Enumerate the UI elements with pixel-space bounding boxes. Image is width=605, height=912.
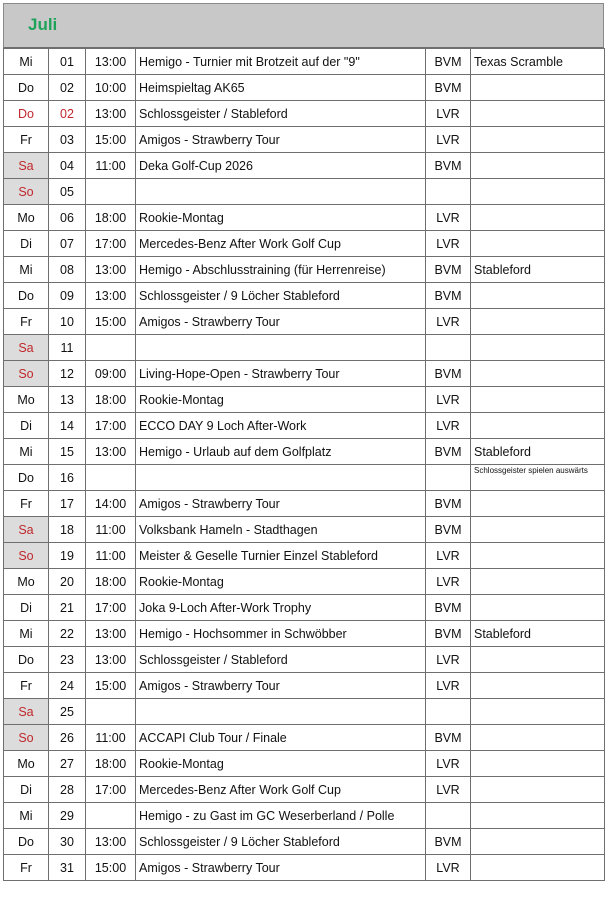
table-row [4,491,605,517]
date-cell: 05 [49,179,86,205]
club-cell: LVR [426,543,471,569]
time-cell: 13:00 [86,829,136,855]
table-row [4,127,605,153]
time-cell: 10:00 [86,75,136,101]
table-row [4,283,605,309]
date-cell: 16 [49,465,86,491]
club-cell: BVM [426,153,471,179]
event-cell: Rookie-Montag [136,387,426,413]
note-cell: Schlossgeister spielen auswärts [471,465,605,491]
date-cell: 04 [49,153,86,179]
time-cell: 09:00 [86,361,136,387]
note-cell [471,517,605,543]
club-cell: BVM [426,361,471,387]
time-cell [86,465,136,491]
event-cell: Rookie-Montag [136,205,426,231]
weekday-cell: Do [4,647,49,673]
time-cell: 15:00 [86,127,136,153]
note-cell [471,855,605,881]
date-cell: 24 [49,673,86,699]
event-cell: Schlossgeister / 9 Löcher Stableford [136,829,426,855]
time-cell: 13:00 [86,283,136,309]
event-cell: Amigos - Strawberry Tour [136,855,426,881]
weekday-cell: Di [4,413,49,439]
time-cell [86,803,136,829]
note-cell [471,75,605,101]
note-cell [471,543,605,569]
time-cell: 17:00 [86,595,136,621]
month-title: Juli [28,15,58,34]
club-cell [426,335,471,361]
note-cell: Stableford [471,257,605,283]
note-cell [471,699,605,725]
event-cell [136,335,426,361]
club-cell: LVR [426,647,471,673]
weekday-cell: Fr [4,491,49,517]
event-cell: Heimspieltag AK65 [136,75,426,101]
table-row [4,75,605,101]
time-cell: 11:00 [86,153,136,179]
event-cell [136,699,426,725]
club-cell: LVR [426,569,471,595]
club-cell [426,699,471,725]
time-cell: 11:00 [86,543,136,569]
event-cell: ACCAPI Club Tour / Finale [136,725,426,751]
events-table-body [4,49,605,881]
weekday-cell: Mi [4,803,49,829]
table-row [4,439,605,465]
event-cell: Schlossgeister / 9 Löcher Stableford [136,283,426,309]
note-cell [471,725,605,751]
weekday-cell: Di [4,777,49,803]
note-cell [471,283,605,309]
note-cell [471,179,605,205]
club-cell: BVM [426,829,471,855]
table-row [4,179,605,205]
weekday-cell: So [4,179,49,205]
time-cell: 13:00 [86,439,136,465]
weekday-cell: Sa [4,699,49,725]
date-cell: 27 [49,751,86,777]
date-cell: 12 [49,361,86,387]
time-cell: 13:00 [86,647,136,673]
date-cell: 29 [49,803,86,829]
club-cell: BVM [426,595,471,621]
weekday-cell: Fr [4,673,49,699]
club-cell: LVR [426,205,471,231]
table-row [4,725,605,751]
event-cell: Schlossgeister / Stableford [136,101,426,127]
club-cell: LVR [426,101,471,127]
date-cell: 17 [49,491,86,517]
weekday-cell: Do [4,75,49,101]
note-cell [471,101,605,127]
note-cell [471,829,605,855]
weekday-cell: So [4,361,49,387]
club-cell: LVR [426,751,471,777]
table-row [4,699,605,725]
club-cell: LVR [426,673,471,699]
weekday-cell: Mo [4,751,49,777]
event-cell: Hemigo - Hochsommer in Schwöbber [136,621,426,647]
date-cell: 10 [49,309,86,335]
event-cell: Living-Hope-Open - Strawberry Tour [136,361,426,387]
weekday-cell: Do [4,465,49,491]
date-cell: 14 [49,413,86,439]
time-cell: 18:00 [86,387,136,413]
weekday-cell: Fr [4,855,49,881]
note-cell [471,595,605,621]
table-row [4,647,605,673]
date-cell: 30 [49,829,86,855]
time-cell: 11:00 [86,725,136,751]
table-row [4,751,605,777]
event-cell: Amigos - Strawberry Tour [136,127,426,153]
weekday-cell: Mi [4,621,49,647]
date-cell: 31 [49,855,86,881]
date-cell: 03 [49,127,86,153]
time-cell: 13:00 [86,257,136,283]
time-cell: 15:00 [86,673,136,699]
club-cell: LVR [426,777,471,803]
table-row [4,517,605,543]
club-cell [426,179,471,205]
club-cell [426,465,471,491]
weekday-cell: Mo [4,387,49,413]
table-row [4,855,605,881]
date-cell: 11 [49,335,86,361]
weekday-cell: Mo [4,205,49,231]
date-cell: 23 [49,647,86,673]
date-cell: 21 [49,595,86,621]
club-cell: LVR [426,855,471,881]
event-cell: Amigos - Strawberry Tour [136,491,426,517]
weekday-cell: Mi [4,257,49,283]
note-cell [471,231,605,257]
event-cell: Volksbank Hameln - Stadthagen [136,517,426,543]
note-cell: Texas Scramble [471,49,605,75]
table-row [4,153,605,179]
date-cell: 02 [49,75,86,101]
event-cell: Mercedes-Benz After Work Golf Cup [136,231,426,257]
note-cell [471,569,605,595]
weekday-cell: Sa [4,335,49,361]
table-row [4,829,605,855]
date-cell: 06 [49,205,86,231]
event-cell: Amigos - Strawberry Tour [136,309,426,335]
date-cell: 26 [49,725,86,751]
time-cell [86,179,136,205]
table-row [4,309,605,335]
event-cell [136,465,426,491]
table-row [4,673,605,699]
note-cell [471,491,605,517]
time-cell [86,699,136,725]
note-cell [471,387,605,413]
event-cell: Schlossgeister / Stableford [136,647,426,673]
club-cell: BVM [426,517,471,543]
table-row [4,595,605,621]
time-cell: 13:00 [86,621,136,647]
event-cell: Hemigo - Abschlusstraining (für Herrenreise) [136,257,426,283]
date-cell: 08 [49,257,86,283]
events-table [3,48,605,881]
club-cell: BVM [426,75,471,101]
time-cell: 17:00 [86,231,136,257]
table-row [4,777,605,803]
time-cell: 14:00 [86,491,136,517]
club-cell: BVM [426,621,471,647]
month-header [3,3,604,48]
weekday-cell: Fr [4,309,49,335]
event-cell [136,179,426,205]
date-cell: 22 [49,621,86,647]
date-cell: 13 [49,387,86,413]
weekday-cell: Di [4,231,49,257]
event-cell: Rookie-Montag [136,751,426,777]
calendar-sheet [3,3,604,881]
club-cell [426,803,471,829]
note-cell: Stableford [471,439,605,465]
time-cell: 18:00 [86,569,136,595]
club-cell: BVM [426,49,471,75]
date-cell: 01 [49,49,86,75]
date-cell: 15 [49,439,86,465]
note-cell [471,751,605,777]
date-cell: 28 [49,777,86,803]
table-row [4,465,605,491]
time-cell: 18:00 [86,205,136,231]
note-cell [471,127,605,153]
table-row [4,231,605,257]
weekday-cell: Fr [4,127,49,153]
table-row [4,49,605,75]
time-cell: 15:00 [86,855,136,881]
event-cell: Rookie-Montag [136,569,426,595]
weekday-cell: So [4,725,49,751]
event-cell: Deka Golf-Cup 2026 [136,153,426,179]
date-cell: 07 [49,231,86,257]
time-cell: 17:00 [86,413,136,439]
event-cell: Mercedes-Benz After Work Golf Cup [136,777,426,803]
club-cell: LVR [426,387,471,413]
weekday-cell: Do [4,829,49,855]
club-cell: BVM [426,725,471,751]
event-cell: ECCO DAY 9 Loch After-Work [136,413,426,439]
weekday-cell: Sa [4,153,49,179]
table-row [4,257,605,283]
club-cell: LVR [426,413,471,439]
club-cell: LVR [426,127,471,153]
date-cell: 25 [49,699,86,725]
time-cell: 13:00 [86,49,136,75]
club-cell: BVM [426,491,471,517]
date-cell: 02 [49,101,86,127]
table-row [4,803,605,829]
note-cell [471,153,605,179]
event-cell: Hemigo - zu Gast im GC Weserberland / Polle [136,803,426,829]
table-row [4,205,605,231]
weekday-cell: Mi [4,439,49,465]
date-cell: 19 [49,543,86,569]
table-row [4,361,605,387]
club-cell: LVR [426,231,471,257]
weekday-cell: Do [4,101,49,127]
date-cell: 20 [49,569,86,595]
club-cell: BVM [426,439,471,465]
note-cell [471,413,605,439]
note-cell [471,647,605,673]
note-cell [471,803,605,829]
event-cell: Amigos - Strawberry Tour [136,673,426,699]
table-row [4,335,605,361]
weekday-cell: Mi [4,49,49,75]
time-cell: 13:00 [86,101,136,127]
weekday-cell: Mo [4,569,49,595]
table-row [4,387,605,413]
table-row [4,621,605,647]
note-cell [471,335,605,361]
time-cell: 11:00 [86,517,136,543]
time-cell: 17:00 [86,777,136,803]
time-cell: 15:00 [86,309,136,335]
note-cell [471,309,605,335]
note-cell [471,673,605,699]
club-cell: BVM [426,283,471,309]
date-cell: 18 [49,517,86,543]
weekday-cell: So [4,543,49,569]
event-cell: Joka 9-Loch After-Work Trophy [136,595,426,621]
note-cell: Stableford [471,621,605,647]
note-cell [471,361,605,387]
table-row [4,569,605,595]
club-cell: BVM [426,257,471,283]
note-cell [471,777,605,803]
time-cell [86,335,136,361]
club-cell: LVR [426,309,471,335]
weekday-cell: Do [4,283,49,309]
event-cell: Hemigo - Turnier mit Brotzeit auf der "9" [136,49,426,75]
event-cell: Meister & Geselle Turnier Einzel Stableford [136,543,426,569]
weekday-cell: Sa [4,517,49,543]
time-cell: 18:00 [86,751,136,777]
date-cell: 09 [49,283,86,309]
weekday-cell: Di [4,595,49,621]
note-cell [471,205,605,231]
table-row [4,413,605,439]
event-cell: Hemigo - Urlaub auf dem Golfplatz [136,439,426,465]
table-row [4,543,605,569]
table-row [4,101,605,127]
